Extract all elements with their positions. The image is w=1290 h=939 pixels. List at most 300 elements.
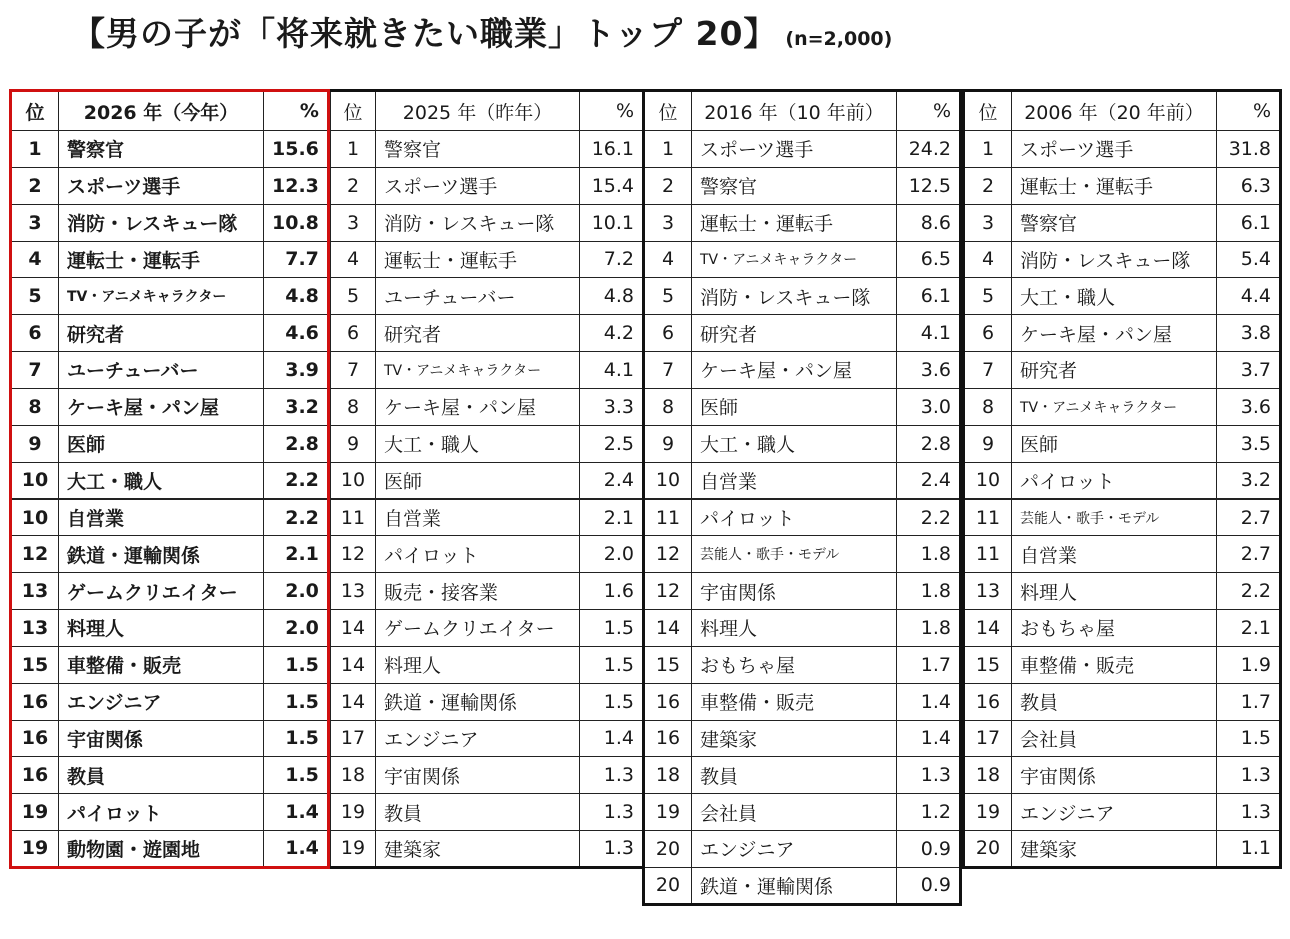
job-cell: スポーツ選手 xyxy=(59,167,264,204)
job-cell: TV・アニメキャラクター xyxy=(59,278,264,315)
table-row xyxy=(331,831,643,868)
rank-cell: 15 xyxy=(644,646,692,683)
rank-cell: 6 xyxy=(964,315,1012,352)
table-header-row xyxy=(964,91,1281,131)
rank-cell: 3 xyxy=(331,204,376,241)
header-year: 2016 年（10 年前） xyxy=(692,91,897,131)
job-cell: ケーキ屋・パン屋 xyxy=(1012,315,1217,352)
table-row xyxy=(11,425,329,462)
table-row xyxy=(331,167,643,204)
job-cell: 販売・接客業 xyxy=(376,573,580,610)
job-cell: 宇宙関係 xyxy=(692,573,897,610)
rank-cell: 12 xyxy=(644,536,692,573)
percent-cell: 3.9 xyxy=(264,352,329,389)
table-row xyxy=(964,536,1281,573)
job-cell: 会社員 xyxy=(692,794,897,831)
percent-cell: 4.1 xyxy=(580,352,643,389)
percent-cell: 1.3 xyxy=(580,831,643,868)
percent-cell: 1.5 xyxy=(580,683,643,720)
table-2006 xyxy=(962,89,1282,869)
percent-cell: 2.1 xyxy=(1217,609,1281,646)
percent-cell: 1.5 xyxy=(1217,720,1281,757)
job-cell: 宇宙関係 xyxy=(1012,757,1217,794)
table-row xyxy=(964,609,1281,646)
table-row xyxy=(331,204,643,241)
table-row xyxy=(964,167,1281,204)
table-row xyxy=(644,757,961,794)
table-row xyxy=(644,609,961,646)
job-cell: 料理人 xyxy=(59,609,264,646)
rank-cell: 5 xyxy=(11,278,59,315)
percent-cell: 1.8 xyxy=(897,609,961,646)
table-row xyxy=(644,241,961,278)
percent-cell: 1.5 xyxy=(580,646,643,683)
table-row xyxy=(964,352,1281,389)
rank-cell: 5 xyxy=(331,278,376,315)
table-row xyxy=(331,683,643,720)
percent-cell: 1.3 xyxy=(580,794,643,831)
rank-cell: 5 xyxy=(644,278,692,315)
table-row xyxy=(964,425,1281,462)
table-row xyxy=(331,241,643,278)
rank-cell: 19 xyxy=(331,831,376,868)
job-cell: 建築家 xyxy=(692,720,897,757)
header-rank: 位 xyxy=(644,91,692,131)
table-row xyxy=(11,167,329,204)
rank-cell: 8 xyxy=(644,388,692,425)
job-cell: TV・アニメキャラクター xyxy=(376,352,580,389)
table-row xyxy=(331,536,643,573)
job-cell: スポーツ選手 xyxy=(1012,131,1217,168)
job-cell: 料理人 xyxy=(376,646,580,683)
table-row xyxy=(964,241,1281,278)
job-cell: 大工・職人 xyxy=(376,425,580,462)
job-cell: 芸能人・歌手・モデル xyxy=(692,536,897,573)
job-cell: 鉄道・運輸関係 xyxy=(59,536,264,573)
percent-cell: 3.5 xyxy=(1217,425,1281,462)
rank-cell: 9 xyxy=(644,425,692,462)
rank-cell: 5 xyxy=(964,278,1012,315)
percent-cell: 10.1 xyxy=(580,204,643,241)
rank-cell: 18 xyxy=(331,757,376,794)
percent-cell: 12.3 xyxy=(264,167,329,204)
rank-cell: 14 xyxy=(331,646,376,683)
rank-cell: 13 xyxy=(11,609,59,646)
percent-cell: 1.7 xyxy=(897,646,961,683)
header-percent: % xyxy=(264,91,329,131)
rank-cell: 2 xyxy=(964,167,1012,204)
job-cell: 大工・職人 xyxy=(59,462,264,499)
rank-cell: 8 xyxy=(331,388,376,425)
percent-cell: 7.7 xyxy=(264,241,329,278)
job-cell: エンジニア xyxy=(59,683,264,720)
rank-cell: 4 xyxy=(11,241,59,278)
table-row xyxy=(644,352,961,389)
percent-cell: 4.8 xyxy=(580,278,643,315)
header-year: 2025 年（昨年） xyxy=(376,91,580,131)
rank-cell: 17 xyxy=(964,720,1012,757)
job-cell: 鉄道・運輸関係 xyxy=(692,867,897,904)
header-percent: % xyxy=(580,91,643,131)
job-cell: パイロット xyxy=(376,536,580,573)
percent-cell: 1.8 xyxy=(897,573,961,610)
table-row xyxy=(11,536,329,573)
rank-cell: 15 xyxy=(11,646,59,683)
percent-cell: 4.6 xyxy=(264,315,329,352)
table-row xyxy=(11,794,329,831)
table-row xyxy=(331,720,643,757)
percent-cell: 8.6 xyxy=(897,204,961,241)
rank-cell: 15 xyxy=(964,646,1012,683)
job-cell: 会社員 xyxy=(1012,720,1217,757)
rank-cell: 1 xyxy=(11,131,59,168)
percent-cell: 1.5 xyxy=(264,683,329,720)
table-row xyxy=(11,573,329,610)
job-cell: 宇宙関係 xyxy=(376,757,580,794)
table-2016 xyxy=(642,89,962,906)
rank-cell: 12 xyxy=(644,573,692,610)
rank-cell: 6 xyxy=(644,315,692,352)
rank-cell: 4 xyxy=(964,241,1012,278)
percent-cell: 1.3 xyxy=(897,757,961,794)
rank-cell: 16 xyxy=(644,683,692,720)
rank-cell: 4 xyxy=(331,241,376,278)
percent-cell: 3.6 xyxy=(1217,388,1281,425)
job-cell: 医師 xyxy=(376,462,580,499)
percent-cell: 2.0 xyxy=(580,536,643,573)
percent-cell: 1.3 xyxy=(1217,757,1281,794)
job-cell: 車整備・販売 xyxy=(692,683,897,720)
table-row xyxy=(11,204,329,241)
job-cell: 運転士・運転手 xyxy=(59,241,264,278)
percent-cell: 1.8 xyxy=(897,536,961,573)
rank-cell: 20 xyxy=(644,831,692,868)
job-cell: 消防・レスキュー隊 xyxy=(692,278,897,315)
job-cell: ユーチューバー xyxy=(376,278,580,315)
rank-cell: 19 xyxy=(964,794,1012,831)
percent-cell: 2.2 xyxy=(264,499,329,536)
percent-cell: 6.3 xyxy=(1217,167,1281,204)
percent-cell: 2.4 xyxy=(897,462,961,499)
page-title: 【男の子が「将来就きたい職業」トップ 20】 xyxy=(72,14,778,53)
job-cell: ケーキ屋・パン屋 xyxy=(376,388,580,425)
percent-cell: 4.1 xyxy=(897,315,961,352)
sample-size-note: (n=2,000) xyxy=(785,28,893,50)
table-row xyxy=(964,573,1281,610)
header-year: 2026 年（今年） xyxy=(59,91,264,131)
percent-cell: 3.8 xyxy=(1217,315,1281,352)
rank-cell: 10 xyxy=(11,499,59,536)
percent-cell: 1.6 xyxy=(580,573,643,610)
job-cell: 車整備・販売 xyxy=(59,646,264,683)
table-row xyxy=(331,315,643,352)
table-row xyxy=(11,757,329,794)
percent-cell: 1.4 xyxy=(264,831,329,868)
percent-cell: 0.9 xyxy=(897,831,961,868)
table-row xyxy=(11,352,329,389)
job-cell: 大工・職人 xyxy=(1012,278,1217,315)
rank-cell: 13 xyxy=(964,573,1012,610)
table-row xyxy=(11,462,329,499)
table-header-row xyxy=(644,91,961,131)
percent-cell: 2.8 xyxy=(264,425,329,462)
rank-cell: 7 xyxy=(11,352,59,389)
table-header-row xyxy=(11,91,329,131)
job-cell: パイロット xyxy=(692,499,897,536)
job-cell: 料理人 xyxy=(692,609,897,646)
table-row xyxy=(964,388,1281,425)
job-cell: おもちゃ屋 xyxy=(692,646,897,683)
percent-cell: 2.2 xyxy=(264,462,329,499)
job-cell: 警察官 xyxy=(376,131,580,168)
job-cell: おもちゃ屋 xyxy=(1012,609,1217,646)
job-cell: ケーキ屋・パン屋 xyxy=(59,388,264,425)
table-row xyxy=(964,720,1281,757)
rank-cell: 18 xyxy=(964,757,1012,794)
table-row xyxy=(11,831,329,868)
job-cell: 警察官 xyxy=(1012,204,1217,241)
table-row xyxy=(11,131,329,168)
job-cell: 研究者 xyxy=(1012,352,1217,389)
table-row xyxy=(11,683,329,720)
table-row xyxy=(331,646,643,683)
table-row xyxy=(964,794,1281,831)
job-cell: 車整備・販売 xyxy=(1012,646,1217,683)
table-row xyxy=(964,204,1281,241)
percent-cell: 3.2 xyxy=(264,388,329,425)
rank-cell: 13 xyxy=(331,573,376,610)
job-cell: 警察官 xyxy=(59,131,264,168)
percent-cell: 1.9 xyxy=(1217,646,1281,683)
job-cell: スポーツ選手 xyxy=(692,131,897,168)
table-row xyxy=(964,646,1281,683)
job-cell: 鉄道・運輸関係 xyxy=(376,683,580,720)
percent-cell: 3.7 xyxy=(1217,352,1281,389)
percent-cell: 1.4 xyxy=(897,720,961,757)
table-row xyxy=(11,388,329,425)
percent-cell: 6.1 xyxy=(1217,204,1281,241)
job-cell: 警察官 xyxy=(692,167,897,204)
rank-cell: 2 xyxy=(11,167,59,204)
percent-cell: 2.0 xyxy=(264,573,329,610)
job-cell: 研究者 xyxy=(376,315,580,352)
job-cell: パイロット xyxy=(1012,462,1217,499)
header-rank: 位 xyxy=(331,91,376,131)
rank-cell: 9 xyxy=(964,425,1012,462)
rank-cell: 10 xyxy=(644,462,692,499)
percent-cell: 1.5 xyxy=(264,646,329,683)
rank-cell: 3 xyxy=(964,204,1012,241)
rank-cell: 14 xyxy=(331,609,376,646)
table-row xyxy=(11,315,329,352)
table-header-row xyxy=(331,91,643,131)
percent-cell: 0.9 xyxy=(897,867,961,904)
rank-cell: 8 xyxy=(964,388,1012,425)
rank-cell: 4 xyxy=(644,241,692,278)
job-cell: スポーツ選手 xyxy=(376,167,580,204)
table-row xyxy=(331,131,643,168)
percent-cell: 1.5 xyxy=(264,757,329,794)
table-row xyxy=(964,131,1281,168)
percent-cell: 2.8 xyxy=(897,425,961,462)
rank-cell: 19 xyxy=(11,794,59,831)
job-cell: 教員 xyxy=(59,757,264,794)
table-row xyxy=(644,683,961,720)
job-cell: 研究者 xyxy=(59,315,264,352)
job-cell: TV・アニメキャラクター xyxy=(692,241,897,278)
percent-cell: 7.2 xyxy=(580,241,643,278)
rank-cell: 11 xyxy=(331,499,376,536)
rank-cell: 17 xyxy=(331,720,376,757)
rank-cell: 20 xyxy=(964,831,1012,868)
percent-cell: 6.1 xyxy=(897,278,961,315)
percent-cell: 2.2 xyxy=(1217,573,1281,610)
rank-cell: 19 xyxy=(644,794,692,831)
header-percent: % xyxy=(1217,91,1281,131)
job-cell: 教員 xyxy=(692,757,897,794)
rank-cell: 14 xyxy=(964,609,1012,646)
job-cell: 教員 xyxy=(1012,683,1217,720)
table-row xyxy=(11,720,329,757)
table-row xyxy=(644,278,961,315)
header-rank: 位 xyxy=(964,91,1012,131)
percent-cell: 1.4 xyxy=(264,794,329,831)
percent-cell: 31.8 xyxy=(1217,131,1281,168)
table-row xyxy=(331,499,643,536)
percent-cell: 6.5 xyxy=(897,241,961,278)
rank-cell: 3 xyxy=(644,204,692,241)
rank-cell: 11 xyxy=(644,499,692,536)
table-row xyxy=(331,388,643,425)
rank-cell: 19 xyxy=(11,831,59,868)
table-row xyxy=(11,241,329,278)
table-row xyxy=(644,794,961,831)
table-row xyxy=(644,462,961,499)
job-cell: 自営業 xyxy=(1012,536,1217,573)
percent-cell: 3.3 xyxy=(580,388,643,425)
percent-cell: 4.4 xyxy=(1217,278,1281,315)
table-row xyxy=(644,315,961,352)
percent-cell: 24.2 xyxy=(897,131,961,168)
rank-cell: 10 xyxy=(964,462,1012,499)
table-row xyxy=(331,425,643,462)
job-cell: エンジニア xyxy=(1012,794,1217,831)
percent-cell: 2.2 xyxy=(897,499,961,536)
rank-cell: 19 xyxy=(331,794,376,831)
job-cell: 消防・レスキュー隊 xyxy=(59,204,264,241)
rank-cell: 6 xyxy=(331,315,376,352)
percent-cell: 1.4 xyxy=(580,720,643,757)
rank-cell: 6 xyxy=(11,315,59,352)
table-row xyxy=(644,536,961,573)
percent-cell: 2.1 xyxy=(264,536,329,573)
percent-cell: 4.2 xyxy=(580,315,643,352)
table-row xyxy=(331,794,643,831)
table-row xyxy=(331,609,643,646)
job-cell: 消防・レスキュー隊 xyxy=(376,204,580,241)
rank-cell: 2 xyxy=(331,167,376,204)
rank-cell: 1 xyxy=(644,131,692,168)
job-cell: TV・アニメキャラクター xyxy=(1012,388,1217,425)
percent-cell: 2.7 xyxy=(1217,536,1281,573)
rank-cell: 18 xyxy=(644,757,692,794)
table-row xyxy=(644,646,961,683)
percent-cell: 2.4 xyxy=(580,462,643,499)
rank-cell: 16 xyxy=(11,757,59,794)
table-row xyxy=(644,867,961,904)
table-row xyxy=(644,573,961,610)
rank-cell: 12 xyxy=(11,536,59,573)
header-rank: 位 xyxy=(11,91,59,131)
rank-cell: 2 xyxy=(644,167,692,204)
table-row xyxy=(964,499,1281,536)
job-cell: 教員 xyxy=(376,794,580,831)
job-cell: 宇宙関係 xyxy=(59,720,264,757)
percent-cell: 12.5 xyxy=(897,167,961,204)
table-row xyxy=(644,167,961,204)
percent-cell: 1.2 xyxy=(897,794,961,831)
rank-cell: 13 xyxy=(11,573,59,610)
header-percent: % xyxy=(897,91,961,131)
job-cell: 芸能人・歌手・モデル xyxy=(1012,499,1217,536)
percent-cell: 2.1 xyxy=(580,499,643,536)
job-cell: 料理人 xyxy=(1012,573,1217,610)
table-row xyxy=(331,757,643,794)
rank-cell: 7 xyxy=(331,352,376,389)
table-2025 xyxy=(330,89,643,869)
job-cell: 自営業 xyxy=(376,499,580,536)
percent-cell: 1.3 xyxy=(580,757,643,794)
rank-cell: 16 xyxy=(11,720,59,757)
job-cell: 運転士・運転手 xyxy=(376,241,580,278)
job-cell: 大工・職人 xyxy=(692,425,897,462)
table-row xyxy=(644,499,961,536)
job-cell: 建築家 xyxy=(376,831,580,868)
job-cell: 自営業 xyxy=(692,462,897,499)
job-cell: 医師 xyxy=(59,425,264,462)
percent-cell: 1.1 xyxy=(1217,831,1281,868)
table-row xyxy=(11,609,329,646)
job-cell: ユーチューバー xyxy=(59,352,264,389)
table-row xyxy=(644,204,961,241)
percent-cell: 1.5 xyxy=(580,609,643,646)
rank-cell: 11 xyxy=(964,499,1012,536)
job-cell: エンジニア xyxy=(692,831,897,868)
table-row xyxy=(964,278,1281,315)
rank-cell: 12 xyxy=(331,536,376,573)
table-row xyxy=(644,131,961,168)
job-cell: 動物園・遊園地 xyxy=(59,831,264,868)
percent-cell: 15.6 xyxy=(264,131,329,168)
percent-cell: 1.7 xyxy=(1217,683,1281,720)
rank-cell: 10 xyxy=(331,462,376,499)
job-cell: エンジニア xyxy=(376,720,580,757)
table-row xyxy=(331,352,643,389)
rank-cell: 9 xyxy=(331,425,376,462)
table-row xyxy=(964,683,1281,720)
job-cell: 運転士・運転手 xyxy=(1012,167,1217,204)
table-row xyxy=(644,388,961,425)
rank-cell: 9 xyxy=(11,425,59,462)
rank-cell: 14 xyxy=(331,683,376,720)
table-row xyxy=(11,278,329,315)
job-cell: ゲームクリエイター xyxy=(59,573,264,610)
percent-cell: 2.5 xyxy=(580,425,643,462)
table-row xyxy=(644,425,961,462)
percent-cell: 16.1 xyxy=(580,131,643,168)
rank-cell: 11 xyxy=(964,536,1012,573)
rank-cell: 16 xyxy=(11,683,59,720)
